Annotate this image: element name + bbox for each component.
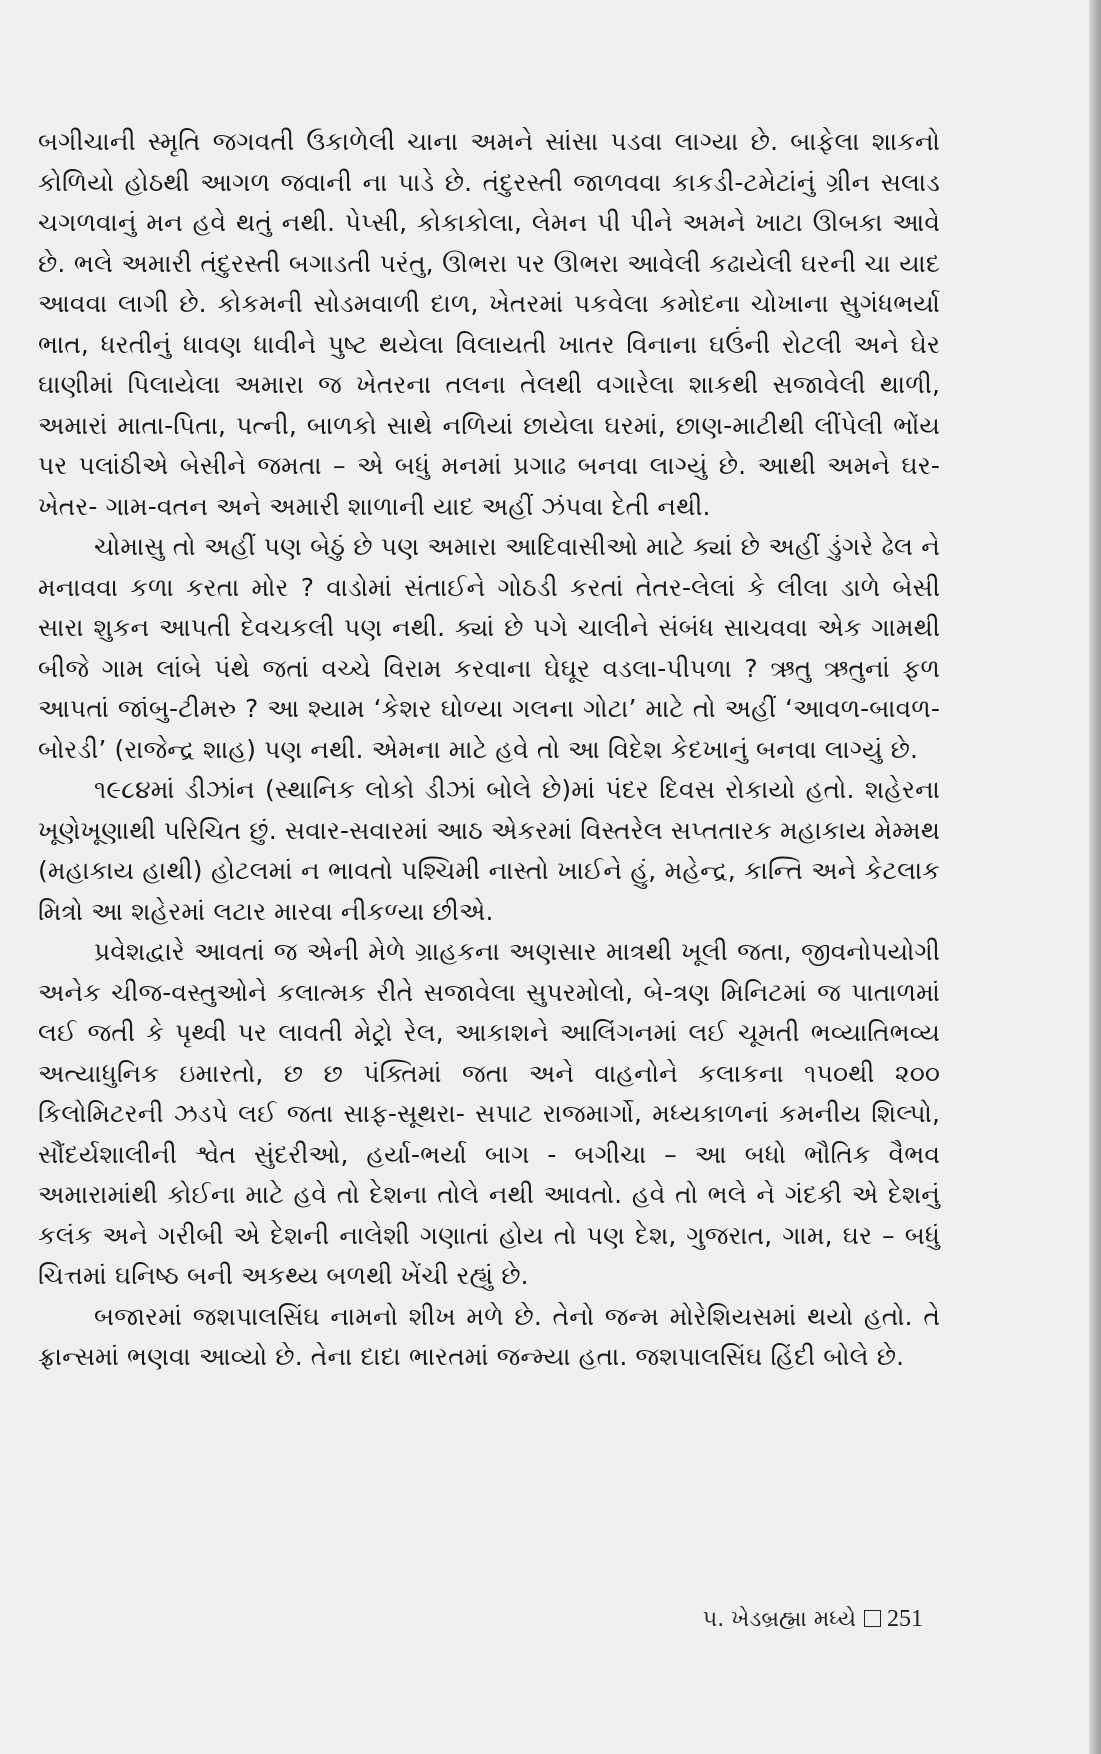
page-number: 251	[887, 1606, 923, 1632]
paragraph-5: બજારમાં જશપાલસિંઘ નામનો શીખ મળે છે. તેનો જન્મ મોરેશિયસમાં થયો હતો. તે ફ્રાન્સમાં ભણવા આવ્યો છે. તેના દાદા ભારતમાં જન્મ્યા હતા. જશપાલસિંઘ હિંદી બોલે છે.	[38, 1301, 940, 1371]
body-text	[38, 122, 940, 1378]
square-box-icon	[864, 1610, 881, 1627]
chapter-title: ૫. ખેડબ્રહ્મા મધ્યે	[702, 1607, 856, 1632]
paragraph-1: બગીચાની સ્મૃતિ જગવતી ઉકાળેલી ચાના અમને સાંસા પડવા લાગ્યા છે. બાફેલા શાકનો કોળિયો હોઠથી આગળ જવાની ના પાડે છે. તંદુરસ્તી જાળવવા કાકડી-ટમેટાંનું ગ્રીન સલાડ ચગળવાનું મન હવે થતું નથી. પેપ્સી, કોકાકોલા, લેમન પી પીને અમને ખાટા ઊબકા આવે છે. ભલે અમારી તંદુરસ્તી બગાડતી પરંતુ, ઊભરા પર ઊભરા આવેલી કઢાયેલી ઘરની ચા યાદ આવવા લાગી છે. કોકમની સોડમવાળી દાળ, ખેતરમાં પકવેલા કમોદના ચોખાના સુગંધભર્યા ભાત, ધરતીનું ધાવણ ધાવીને પુષ્ટ થયેલા વિલાયતી ખાતર વિનાના ઘઉંની રોટલી અને ઘેર ઘાણીમાં પિલાયેલા અમારા જ ખેતરના તલના તેલથી વગારેલા શાકથી સજાવેલી થાળી, અમારાં માતા-પિતા, પત્ની, બાળકો સાથે નળિયાં છાયેલા ઘરમાં, છાણ-માટીથી લીંપેલી ભોંય પર પલાંઠીએ બેસીને જમતા – એ બધું મનમાં પ્રગાઢ બનવા લાગ્યું છે. આથી અમને ઘર-ખેતર- ગામ-વતન અને અમારી શાળાની યાદ અહીં ઝંપવા દેતી નથી.	[38, 127, 940, 521]
paragraph-2: ચોમાસુ તો અહીં પણ બેઠું છે પણ અમારા આદિવાસીઓ માટે ક્યાં છે અહીં ડુંગરે ઢેલ ને મનાવવા કળા કરતા મોર ? વાડોમાં સંતાઈને ગોઠડી કરતાં તેતર-લેલાં કે લીલા ડાળે બેસી સારા શુકન આપતી દેવચકલી પણ નથી. ક્યાં છે પગે ચાલીને સંબંધ સાચવવા એક ગામથી બીજે ગામ લાંબે પંથે જતાં વચ્ચે વિરામ કરવાના ઘેઘૂર વડલા-પીપળા ? ઋતુ ઋતુનાં ફળ આપતાં જાંબુ-ટીમરુ ? આ શ્યામ ‘કેશર ઘોળ્યા ગલના ગોટા’ માટે તો અહીં ‘આવળ-બાવળ-બોરડી’ (રાજેન્દ્ર શાહ) પણ નથી. એમના માટે હવે તો આ વિદેશ કેદખાનું બનવા લાગ્યું છે.	[38, 532, 940, 764]
paragraph-3: ૧૯૮૪માં ડીઝાંન (સ્થાનિક લોકો ડીઝાં બોલે છે)માં પંદર દિવસ રોકાયો હતો. શહેરના ખૂણેખૂણાથી પરિચિત છું. સવાર-સવારમાં આઠ એકરમાં વિસ્તરેલ સપ્તતારક મહાકાય મેમ્મથ (મહાકાય હાથી) હોટલમાં ન ભાવતો પશ્ચિમી નાસ્તો ખાઈને હું, મહેન્દ્ર, કાન્તિ અને કેટલાક મિત્રો આ શહેરમાં લટાર મારવા નીકળ્યા છીએ.	[38, 775, 940, 926]
page-footer	[703, 1605, 923, 1634]
paragraph-4: પ્રવેશદ્વારે આવતાં જ એની મેળે ગ્રાહકના અણસાર માત્રથી ખૂલી જતા, જીવનોપયોગી અનેક ચીજ-વસ્તુઓને કલાત્મક રીતે સજાવેલા સુપરમોલો, બે-ત્રણ મિનિટમાં જ પાતાળમાં લઈ જતી કે પૃથ્વી પર લાવતી મેટ્રો રેલ, આકાશને આલિંગનમાં લઈ ચૂમતી ભવ્યાતિભવ્ય અત્યાધુનિક ઇમારતો, છ છ પંક્તિમાં જતા અને વાહનોને કલાકના ૧૫૦થી ૨૦૦ કિલોમિટરની ઝડપે લઈ જતા સાફ-સૂથરા- સપાટ રાજમાર્ગો, મધ્યકાળનાં કમનીય શિલ્પો, સૌંદર્યશાલીની શ્વેત સુંદરીઓ, હર્યા-ભર્યા બાગ - બગીચા – આ બધો ભૌતિક વૈભવ અમારામાંથી કોઈના માટે હવે તો દેશના તોલે નથી આવતો. હવે તો ભલે ને ગંદકી એ દેશનું કલંક અને ગરીબી એ દેશની નાલેશી ગણાતાં હોય તો પણ દેશ, ગુજરાત, ગામ, ઘર – બધું ચિત્તમાં ઘનિષ્ઠ બની અકથ્ય બળથી ખેંચી રહ્યું છે.	[38, 937, 940, 1290]
page-edge-shadow	[1089, 0, 1101, 1754]
